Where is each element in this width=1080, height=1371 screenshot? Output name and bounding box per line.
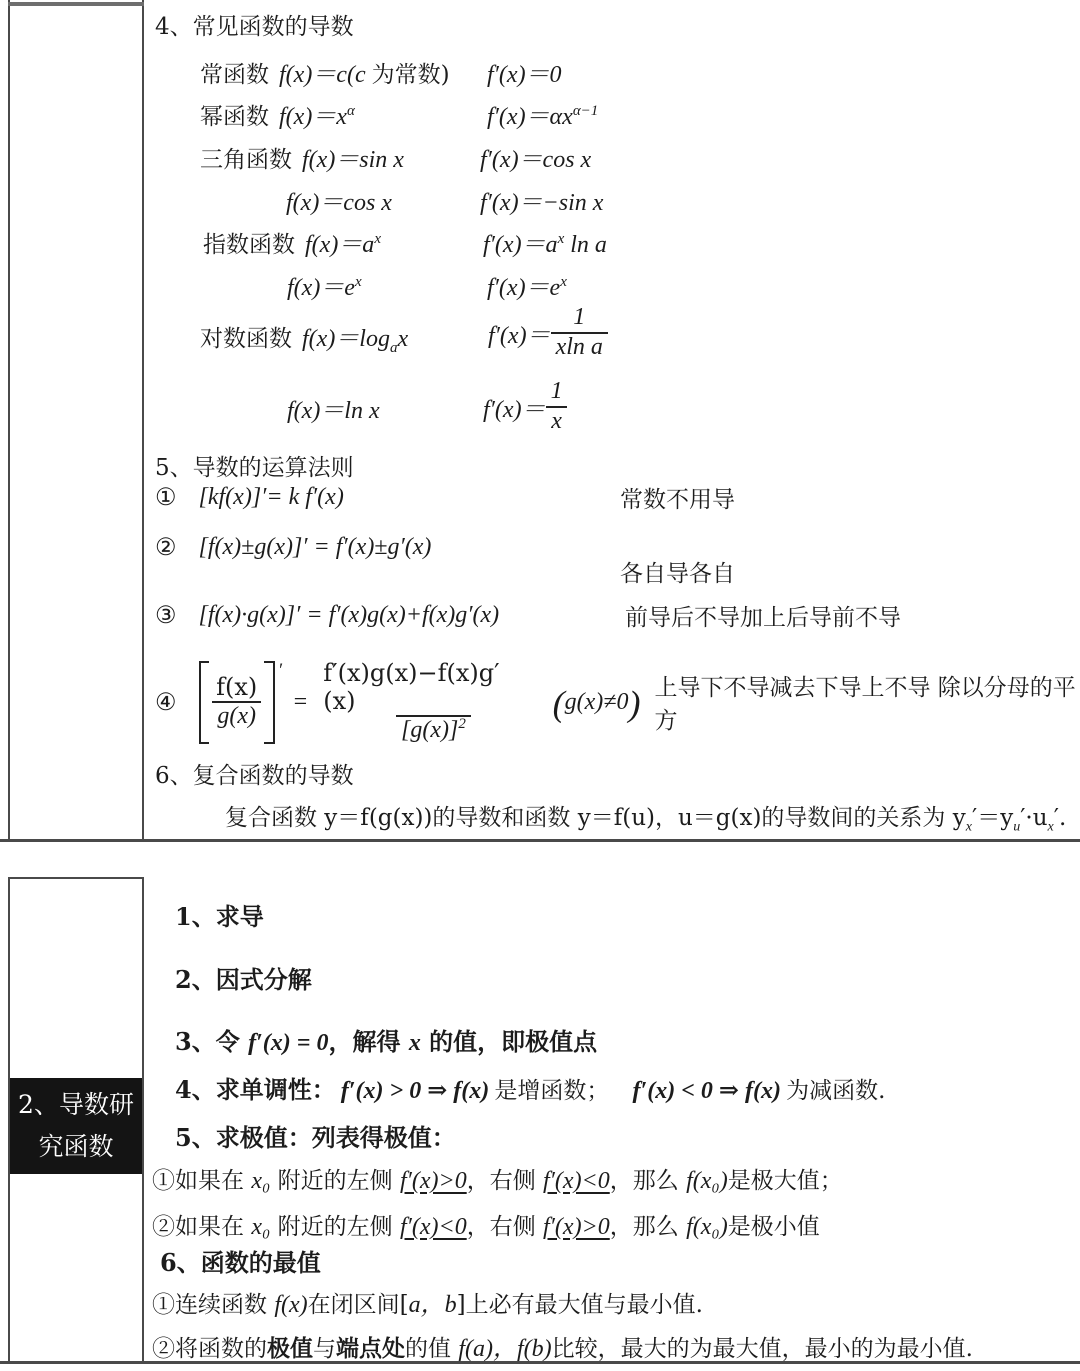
top-table-top-border (8, 2, 144, 6)
rule-number: ④ (155, 688, 177, 717)
derivative-formula: $f'(x)=a^x$ ln a (483, 231, 607, 258)
function-cell (203, 224, 381, 259)
function-formula: f(x)＝cos x (286, 190, 392, 216)
step-1: 1、求导 (175, 902, 264, 931)
bottom-box-top-border (8, 877, 144, 879)
prime: ′ (277, 660, 283, 681)
rule-3 (155, 601, 1080, 629)
derivative-formula: $f'(x)=\alpha x^{\alpha-1}$ (487, 103, 599, 130)
derivative-formula: f′(x)＝−sin x (480, 190, 604, 216)
function-formula: $f(x)=\log_ax$ (302, 326, 409, 356)
max-note-1: ①连续函数 f(x)在闭区间[a，b]上必有最大值与最小值. (152, 1292, 703, 1318)
function-formula: f(x)＝sin x (302, 147, 404, 173)
right-bracket (264, 661, 275, 744)
function-formula-cn: 为常数) (371, 62, 450, 88)
lhs-fraction: $\frac{f(x)}{g(x)}$ (209, 671, 264, 734)
function-formula: $f(x)=a^x$ (305, 231, 381, 258)
section4-title: 4、常见函数的导数 (155, 14, 354, 40)
function-formula: f(x)＝ln x (287, 398, 380, 424)
function-label: 三角函数 (200, 147, 292, 173)
section5-title: 5、导数的运算法则 (155, 455, 354, 481)
rule-note: 前导后不导加上后导前不导 (625, 604, 901, 631)
derivative-formula: $f'(x)=e^x$ (487, 274, 567, 301)
section6-title: 6、复合函数的导数 (155, 763, 354, 789)
function-cell (286, 182, 392, 217)
rule-number: ① (155, 483, 177, 511)
step-3: 3、令 f′(x) = 0，解得 x 的值，即极值点 (175, 1027, 598, 1056)
step-4: 4、求单调性： f′(x) > 0 ⇒ f(x) 是增函数； f′(x) < 0 ⇒ f(x) 为减函数. (175, 1075, 886, 1104)
bottom-box-divider (142, 877, 144, 1363)
rule-note: 常数不用导 (620, 486, 735, 513)
function-label: 指数函数 (203, 232, 295, 258)
max-note-2: ②将函数的极值与端点处的值 f(a)，f(b)比较，最大的为最大值，最小的为最小值. (152, 1335, 973, 1362)
derivative-formula: f′(x)＝0 (487, 62, 562, 88)
derivative-formula: f′(x)＝ $\frac{1}{x}$ (483, 378, 568, 435)
rule-formula: [kf(x)]′= k f′(x) (198, 483, 344, 510)
section6-body: 复合函数 y＝f(g(x))的导数和函数 y＝f(u)，u＝g(x)的导数间的关系为 $y_x'=y_u'\cdot u_x'$. (225, 805, 1067, 835)
top-table-left-border (8, 0, 10, 841)
function-cell (200, 54, 450, 89)
rule-number: ② (155, 533, 177, 561)
condition: (g(x)≠0) (552, 683, 641, 724)
fraction: $\frac{1}{\text{xln a}}$ (551, 304, 608, 361)
function-formula: $f(x)=e^x$ (287, 274, 362, 301)
function-cell (200, 318, 409, 356)
function-formula: f(x)＝c(c (279, 62, 366, 88)
function-label: 幂函数 (200, 104, 269, 130)
step-6: 6、函数的最值 (160, 1248, 321, 1277)
top-table-divider (142, 0, 144, 841)
equals: = (292, 688, 309, 715)
rule-2 (155, 533, 1080, 587)
rhs-fraction: $\frac{f'(x)g(x)-f(x)g'(x)}{[g(x)]^2}$ (323, 659, 500, 744)
function-formula: $f(x)=x^\alpha$ (279, 103, 355, 130)
row-label-line2: 究函数 (38, 1132, 114, 1161)
case-min: ②如果在 x₀ 附近的左侧 f′(x)<0，右侧 f′(x)>0，那么 f(x₀)是极小值 (152, 1214, 820, 1240)
left-bracket (199, 661, 210, 744)
rule-note: 上导下不导减去下导上不导 除以分母的平方 (654, 675, 1076, 735)
rule-4 (155, 660, 1080, 745)
step-2: 2、因式分解 (175, 965, 312, 994)
function-cell (200, 139, 404, 174)
function-label: 常函数 (200, 62, 269, 88)
rule-number: ③ (155, 601, 177, 629)
rule-formula: [f(x)·g(x)]′ = f′(x)g(x)+f(x)g′(x) (198, 601, 500, 628)
rule-1 (155, 483, 1080, 511)
function-cell (287, 390, 380, 425)
fraction: $\frac{1}{x}$ (546, 378, 568, 435)
top-table-bottom-border (0, 839, 1080, 842)
derivative-formula: f′(x)＝ $\frac{1}{\text{xln a}}$ (488, 304, 608, 361)
function-label: 对数函数 (200, 326, 292, 352)
function-cell (287, 267, 362, 302)
derivative-formula: f′(x)＝cos x (480, 147, 592, 173)
case-max: ①如果在 x₀ 附近的左侧 f′(x)>0，右侧 f′(x)<0，那么 f(x₀)是极大值； (152, 1168, 843, 1194)
rule-note: 各自导各自 (620, 561, 735, 587)
row-label-line1: 2、导数研 (18, 1090, 134, 1119)
function-cell (200, 96, 355, 131)
rule-formula: [f(x)±g(x)]′ = f′(x)±g′(x) (198, 533, 432, 560)
step-5: 5、求极值：列表得极值： (175, 1123, 456, 1152)
row-label-derivative-study (10, 1078, 142, 1174)
